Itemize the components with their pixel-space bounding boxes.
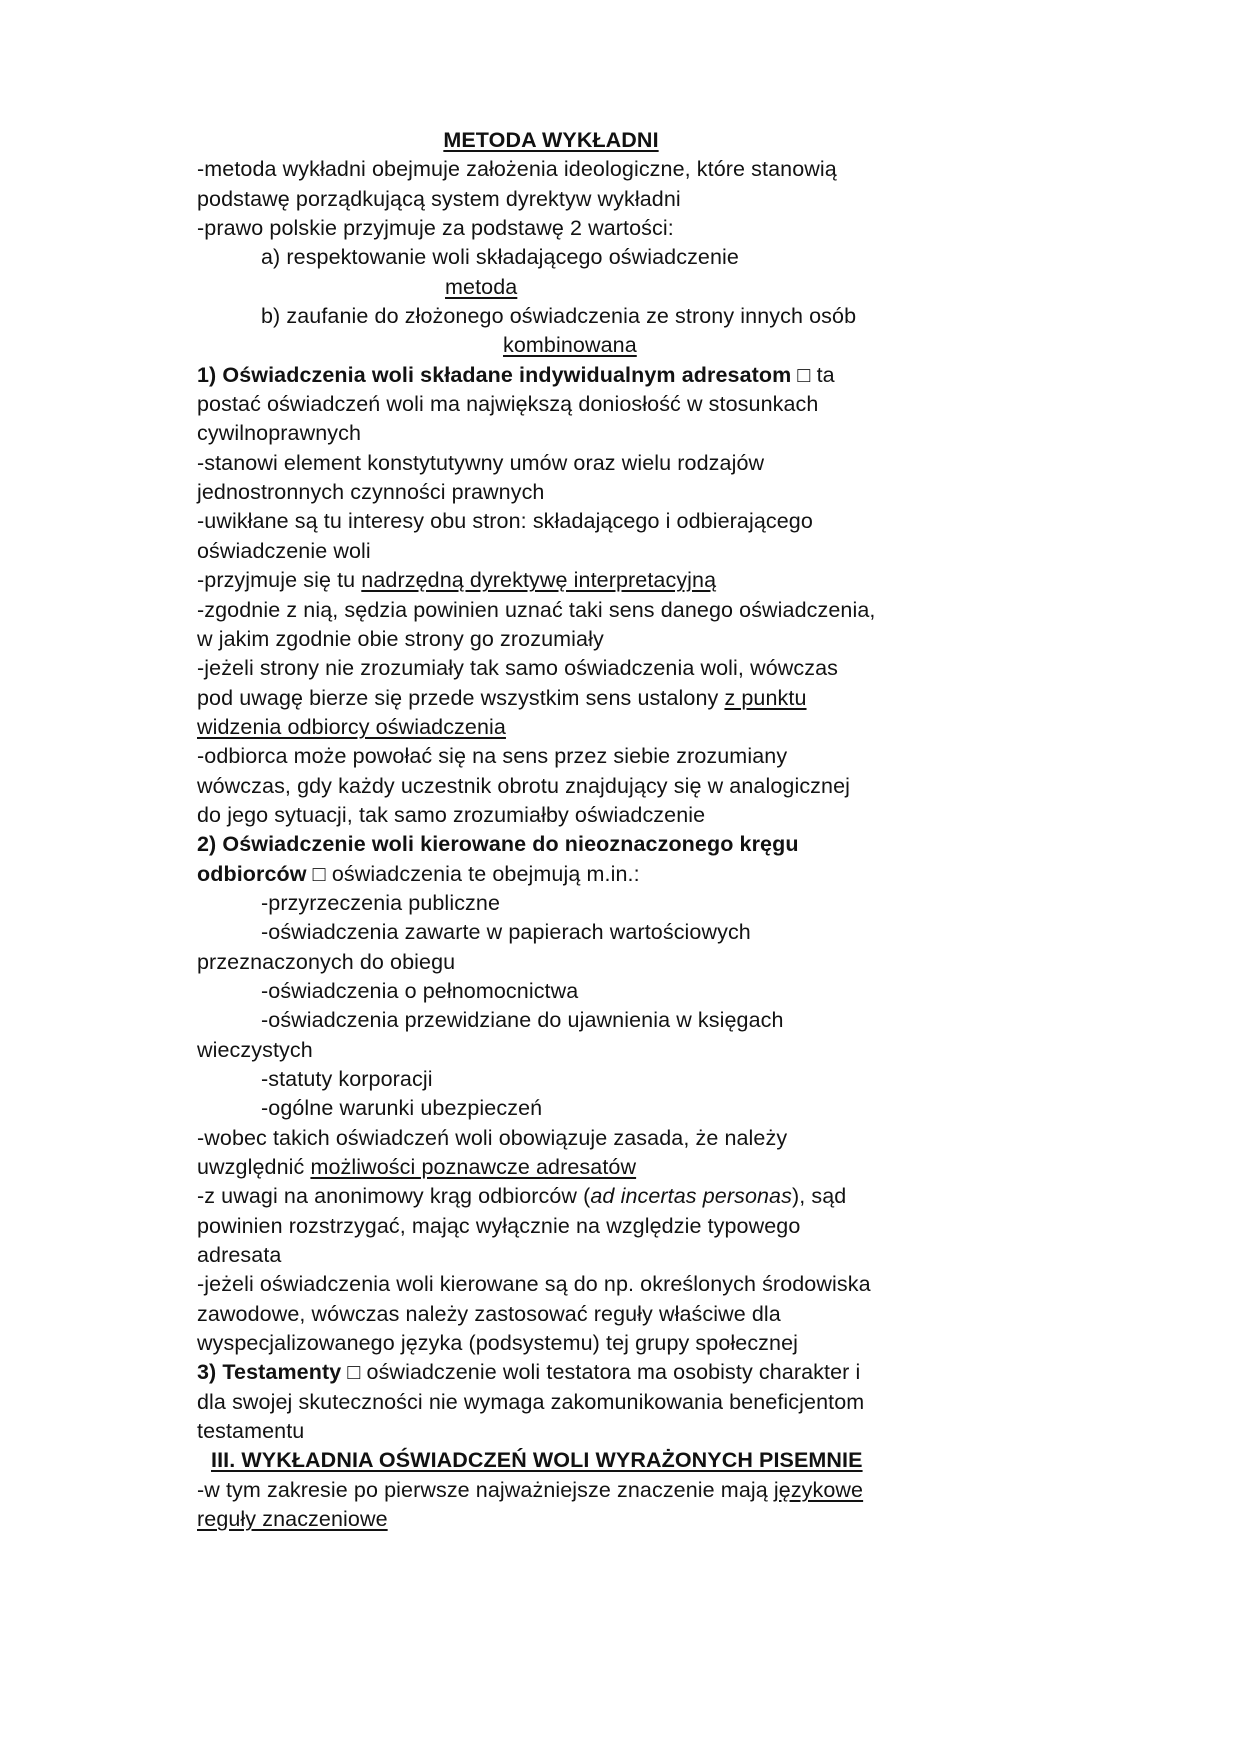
text-segment: □ oświadczenie woli testatora ma osobisty charakter i bbox=[341, 1360, 861, 1385]
text-line bbox=[197, 889, 905, 918]
text-segment: -statuty korporacji bbox=[261, 1067, 433, 1091]
text-segment: □ oświadczenia te obejmują m.in.: bbox=[306, 861, 640, 886]
text-line bbox=[197, 977, 905, 1006]
text-segment: -stanowi element konstytutywny umów oraz wielu rodzajów bbox=[197, 450, 765, 475]
text-segment: METODA WYKŁADNI bbox=[443, 128, 659, 152]
text-segment: -oświadczenia zawarte w papierach wartościowych bbox=[261, 920, 751, 945]
text-segment: kombinowana bbox=[503, 333, 637, 358]
text-segment: -odbiorca może powołać się na sens przez siebie zrozumiany bbox=[197, 744, 788, 769]
text-segment: -metoda wykładni obejmuje założenia ideologiczne, które stanowią bbox=[197, 157, 837, 182]
text-segment: -uwikłane są tu interesy obu stron: składającego i odbierającego bbox=[197, 509, 813, 534]
text-line bbox=[197, 625, 905, 654]
text-segment: -jeżeli oświadczenia woli kierowane są do np. określonych środowiska bbox=[197, 1272, 871, 1297]
text-line bbox=[197, 1388, 905, 1417]
text-segment: w jakim zgodnie obie strony go zrozumiały bbox=[197, 626, 604, 651]
text-segment: b) zaufanie do złożonego oświadczenia ze strony innych osób bbox=[261, 304, 857, 329]
text-segment: -przyjmuje się tu bbox=[197, 568, 362, 593]
text-segment: a) respektowanie woli składającego oświadczenie bbox=[261, 245, 739, 270]
text-line bbox=[197, 948, 905, 977]
text-segment: -wobec takich oświadczeń woli obowiązuje zasada, że należy bbox=[197, 1125, 788, 1150]
text-block bbox=[197, 126, 905, 1535]
text-line bbox=[197, 1094, 905, 1123]
text-line bbox=[197, 361, 905, 390]
text-segment: do jego sytuacji, tak samo zrozumiałby oświadczenie bbox=[197, 802, 706, 827]
text-line bbox=[197, 331, 905, 360]
text-line bbox=[197, 566, 905, 595]
text-segment: III. WYKŁADNIA OŚWIADCZEŃ WOLI WYRAŻONYCH PISEMNIE bbox=[211, 1448, 863, 1473]
text-line bbox=[197, 1065, 905, 1094]
text-line bbox=[197, 1358, 905, 1387]
text-segment: -w tym zakresie po pierwsze najważniejsze znaczenie mają bbox=[197, 1477, 774, 1502]
text-segment: -jeżeli strony nie zrozumiały tak samo oświadczenia woli, wówczas bbox=[197, 656, 838, 681]
text-segment: 2) Oświadczenie woli kierowane do nieoznaczonego kręgu bbox=[197, 832, 799, 857]
text-segment: -prawo polskie przyjmuje za podstawę 2 wartości: bbox=[197, 216, 674, 241]
text-segment: -oświadczenia przewidziane do ujawnienia w księgach bbox=[261, 1008, 784, 1033]
text-segment: uwzględnić bbox=[197, 1155, 311, 1180]
text-segment: oświadczenie woli bbox=[197, 538, 371, 563]
text-line bbox=[197, 742, 905, 771]
text-line bbox=[197, 713, 905, 742]
text-segment: -ogólne warunki ubezpieczeń bbox=[261, 1096, 543, 1121]
text-segment: metoda bbox=[445, 274, 518, 299]
text-line bbox=[197, 1505, 905, 1534]
text-segment: pod uwagę bierze się przede wszystkim sens ustalony bbox=[197, 685, 725, 710]
text-line bbox=[197, 214, 905, 243]
text-segment: językowe bbox=[773, 1477, 864, 1502]
text-line bbox=[197, 155, 905, 184]
text-segment: postać oświadczeń woli ma największą doniosłość w stosunkach bbox=[197, 392, 819, 417]
text-line bbox=[197, 478, 905, 507]
text-line bbox=[197, 1476, 905, 1505]
text-line bbox=[197, 684, 905, 713]
text-line bbox=[197, 596, 905, 625]
text-line bbox=[197, 1417, 905, 1446]
text-line bbox=[197, 801, 905, 830]
text-segment: adresata bbox=[197, 1243, 282, 1268]
text-segment: □ ta bbox=[791, 362, 835, 387]
text-line bbox=[197, 1241, 905, 1270]
text-segment: wyspecjalizowanego języka (podsystemu) tej grupy społecznej bbox=[197, 1331, 799, 1356]
text-line bbox=[197, 302, 905, 331]
text-segment: nadrzędną dyrektywę interpretacyjną bbox=[361, 568, 717, 593]
text-segment: powinien rozstrzygać, mając wyłącznie na względzie typowego bbox=[197, 1213, 801, 1238]
text-segment: przeznaczonych do obiegu bbox=[197, 949, 456, 974]
text-segment: -oświadczenia o pełnomocnictwa bbox=[261, 978, 579, 1003]
text-line bbox=[197, 1300, 905, 1329]
text-line bbox=[197, 1153, 905, 1182]
text-segment: cywilnoprawnych bbox=[197, 421, 362, 446]
text-line bbox=[197, 273, 905, 302]
text-line bbox=[197, 1036, 905, 1065]
text-line bbox=[197, 390, 905, 419]
text-line bbox=[197, 830, 905, 859]
text-segment: 3) Testamenty bbox=[197, 1360, 342, 1385]
text-segment: ad incertas personas bbox=[590, 1184, 792, 1209]
text-line bbox=[197, 654, 905, 683]
text-segment: z punktu bbox=[724, 685, 807, 710]
text-segment: reguły znaczeniowe bbox=[197, 1507, 388, 1532]
text-segment: wieczystych bbox=[197, 1037, 313, 1062]
text-segment: możliwości poznawcze adresatów bbox=[310, 1155, 637, 1180]
text-line bbox=[197, 772, 905, 801]
text-line bbox=[197, 507, 905, 536]
text-segment: zawodowe, wówczas należy zastosować reguły właściwe dla bbox=[197, 1301, 781, 1326]
text-line bbox=[197, 1446, 905, 1475]
text-line bbox=[197, 1182, 905, 1211]
text-segment: -zgodnie z nią, sędzia powinien uznać taki sens danego oświadczenia, bbox=[197, 597, 876, 622]
text-line bbox=[197, 243, 905, 272]
text-segment: wówczas, gdy każdy uczestnik obrotu znajdujący się w analogicznej bbox=[197, 773, 851, 798]
text-segment: ), sąd bbox=[791, 1184, 847, 1209]
text-line bbox=[197, 1270, 905, 1299]
text-line bbox=[197, 1212, 905, 1241]
text-segment: odbiorców bbox=[197, 861, 307, 886]
text-segment: -z uwagi na anonimowy krąg odbiorców ( bbox=[197, 1184, 591, 1209]
text-line bbox=[197, 1124, 905, 1153]
text-segment: -przyrzeczenia publiczne bbox=[261, 890, 501, 915]
text-line bbox=[197, 918, 905, 947]
text-segment: widzenia odbiorcy oświadczenia bbox=[197, 714, 506, 739]
text-segment: testamentu bbox=[197, 1419, 305, 1444]
text-segment: 1) Oświadczenia woli składane indywidualnym adresatom bbox=[197, 362, 792, 387]
text-segment: jednostronnych czynności prawnych bbox=[197, 480, 545, 505]
text-segment: dla swojej skuteczności nie wymaga zakomunikowania beneficjentom bbox=[197, 1389, 865, 1414]
text-line bbox=[197, 419, 905, 448]
text-line bbox=[197, 449, 905, 478]
text-line bbox=[197, 1329, 905, 1358]
text-line bbox=[197, 860, 905, 889]
text-line bbox=[197, 185, 905, 214]
text-segment: podstawę porządkującą system dyrektyw wykładni bbox=[197, 186, 681, 211]
text-line bbox=[197, 1006, 905, 1035]
text-line bbox=[197, 126, 905, 155]
text-line bbox=[197, 537, 905, 566]
